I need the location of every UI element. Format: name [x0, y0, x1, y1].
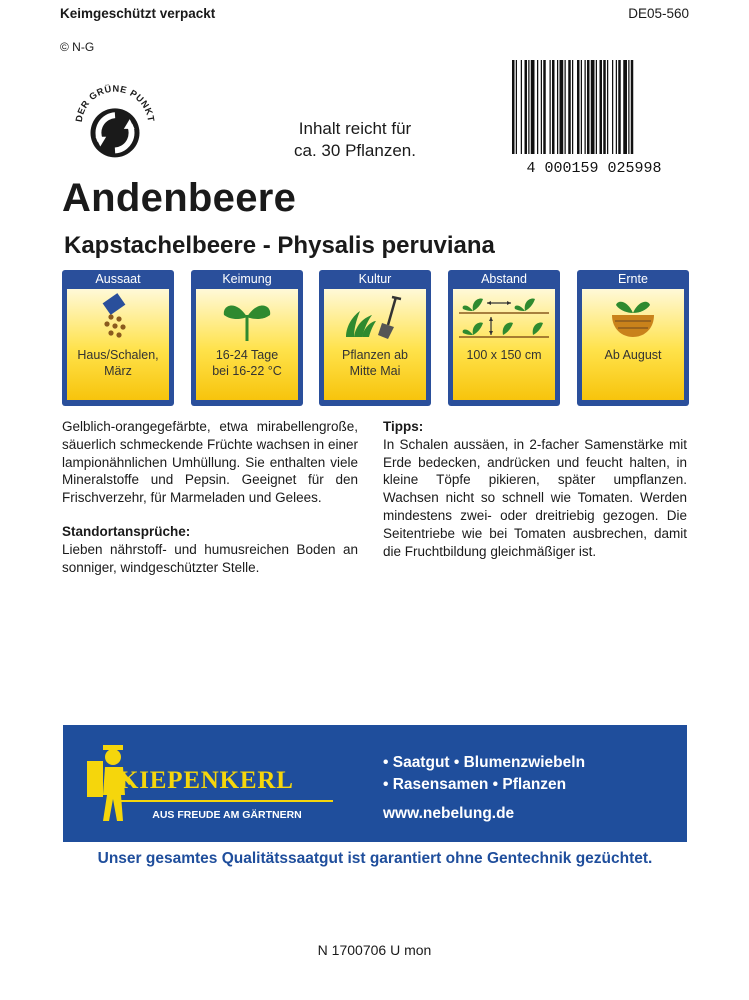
product-subtitle: Kapstachelbeere - Physalis peruviana	[64, 232, 495, 259]
print-code: N 1700706 U mon	[317, 942, 432, 958]
description-text: Gelblich-orangegefärbte, etwa mirabellengroße, säuerlich schmeckende Früchte wachsen in einer lampionähnlichen Umhüllung. Sie enthalten viele Mineralstoffe und Pepsin. Geeignet für den Frischverzehr, für Marmeladen und Gelees.	[62, 419, 358, 506]
description-column	[62, 418, 358, 576]
panel-label: Aussaat	[95, 272, 141, 286]
tips-column	[383, 418, 687, 560]
panel-label: Abstand	[481, 272, 527, 286]
brand-banner	[63, 725, 687, 842]
panel-aussaat: Aussaat Haus/Schalen, März	[62, 270, 174, 406]
brand-slogan: AUS FREUDE AM GÄRTNERN	[152, 809, 302, 821]
svg-text:DER GRÜNE PUNKT: DER GRÜNE PUNKT	[73, 83, 157, 123]
brand-divider	[121, 800, 333, 802]
seedling-icon	[196, 291, 298, 343]
gmo-free-guarantee: Unser gesamtes Qualitätssaatgut ist garantiert ohne Gentechnik gezüchtet.	[97, 850, 653, 867]
panel-abstand: Abstand 100 x 150 cm	[448, 270, 560, 406]
cultivation-panels	[62, 270, 689, 406]
tips-text: In Schalen aussäen, in 2-facher Samenstärke mit Erde bedecken, andrücken und feucht halten, in kleine Töpfe pikieren, später umpflanzen. Wachsen nicht so schnell wie Tomaten. Werden mindestens zwei- oder dreitriebig gezogen. Die Seitentriebe wie bei Tomaten ausbrechen, damit die Fruchtbildung gleichmäßiger ist.	[383, 436, 687, 559]
website-link[interactable]: www.nebelung.de	[383, 805, 515, 822]
spade-icon	[324, 291, 426, 343]
panel-label: Kultur	[358, 272, 392, 286]
sowing-icon	[67, 291, 169, 343]
packaging-note: Keimgeschützt verpackt	[60, 6, 216, 21]
tips-heading: Tipps:	[383, 419, 424, 434]
product-title: Andenbeere	[62, 176, 297, 220]
contents-note: Inhalt reicht für ca. 30 Pflanzen.	[294, 119, 416, 160]
copyright-notice: © N-G	[60, 40, 95, 54]
barcode-number: 4 000159 025998	[526, 160, 662, 177]
panel-label: Keimung	[222, 272, 272, 286]
product-range: • Saatgut • Blumenzwiebeln • Rasensamen • Pflanzen	[383, 754, 586, 793]
location-heading: Standortansprüche:	[62, 523, 191, 539]
barcode	[500, 60, 688, 178]
location-text: Lieben nährstoff- und humusreichen Boden an sonniger, windgeschützter Stelle.	[62, 541, 358, 575]
panel-kultur: Kultur Pflanzen ab Mitte Mai	[319, 270, 431, 406]
panel-ernte: Ernte Ab August	[577, 270, 689, 406]
spacing-icon	[453, 291, 555, 343]
panel-keimung: Keimung 16-24 Tage bei 16-22 °C	[191, 270, 303, 406]
gruener-punkt-logo-icon	[66, 76, 164, 174]
panel-label: Ernte	[618, 272, 648, 286]
harvest-bowl-icon	[582, 291, 684, 343]
brand-name: KIEPENKERL	[119, 767, 294, 794]
article-code: DE05-560	[628, 6, 689, 21]
